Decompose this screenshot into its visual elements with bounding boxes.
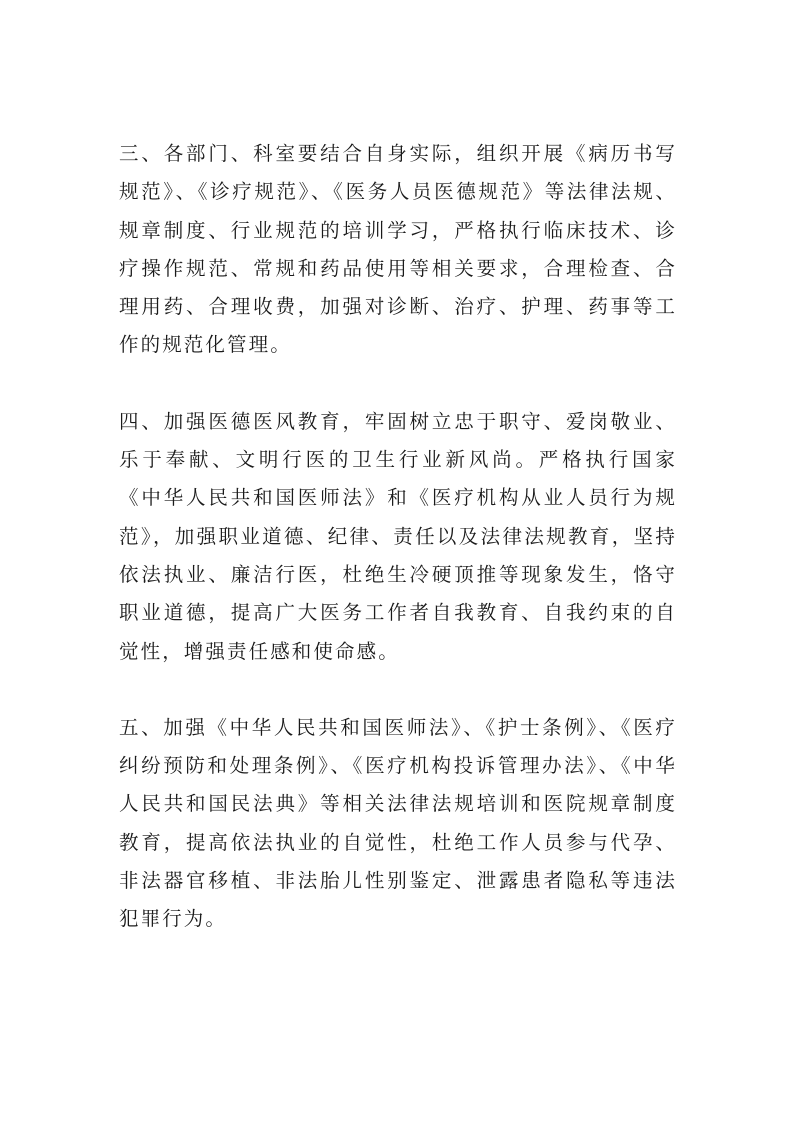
document-body: [119, 135, 677, 939]
paragraph-section-three: 三、各部门、科室要结合自身实际，组织开展《病历书写规范》、《诊疗规范》、《医务人员医德规范》等法律法规、规章制度、行业规范的培训学习，严格执行临床技术、诊疗操作规范、常规和药品使用等相关要求，合理检查、合理用药、合理收费，加强对诊断、治疗、护理、药事等工作的规范化管理。: [119, 142, 677, 357]
paragraph-section-five: 五、加强《中华人民共和国医师法》、《护士条例》、《医疗纠纷预防和处理条例》、《医疗机构投诉管理办法》、《中华人民共和国民法典》等相关法律法规培训和医院规章制度教育，提高依法执业的自觉性，杜绝工作人员参与代孕、非法器官移植、非法胎儿性别鉴定、泄露患者隐私等违法犯罪行为。: [119, 715, 677, 931]
paragraph-section-four: 四、加强医德医风教育，牢固树立忠于职守、爱岗敬业、乐于奉献、文明行医的卫生行业新风尚。严格执行国家《中华人民共和国医师法》和《医疗机构从业人员行为规范》，加强职业道德、纪律、责任以及法律法规教育，坚持依法执业、廉洁行医，杜绝生冷硬顶推等现象发生，恪守职业道德，提高广大医务工作者自我教育、自我约束的自觉性，增强责任感和使命感。: [119, 409, 677, 663]
